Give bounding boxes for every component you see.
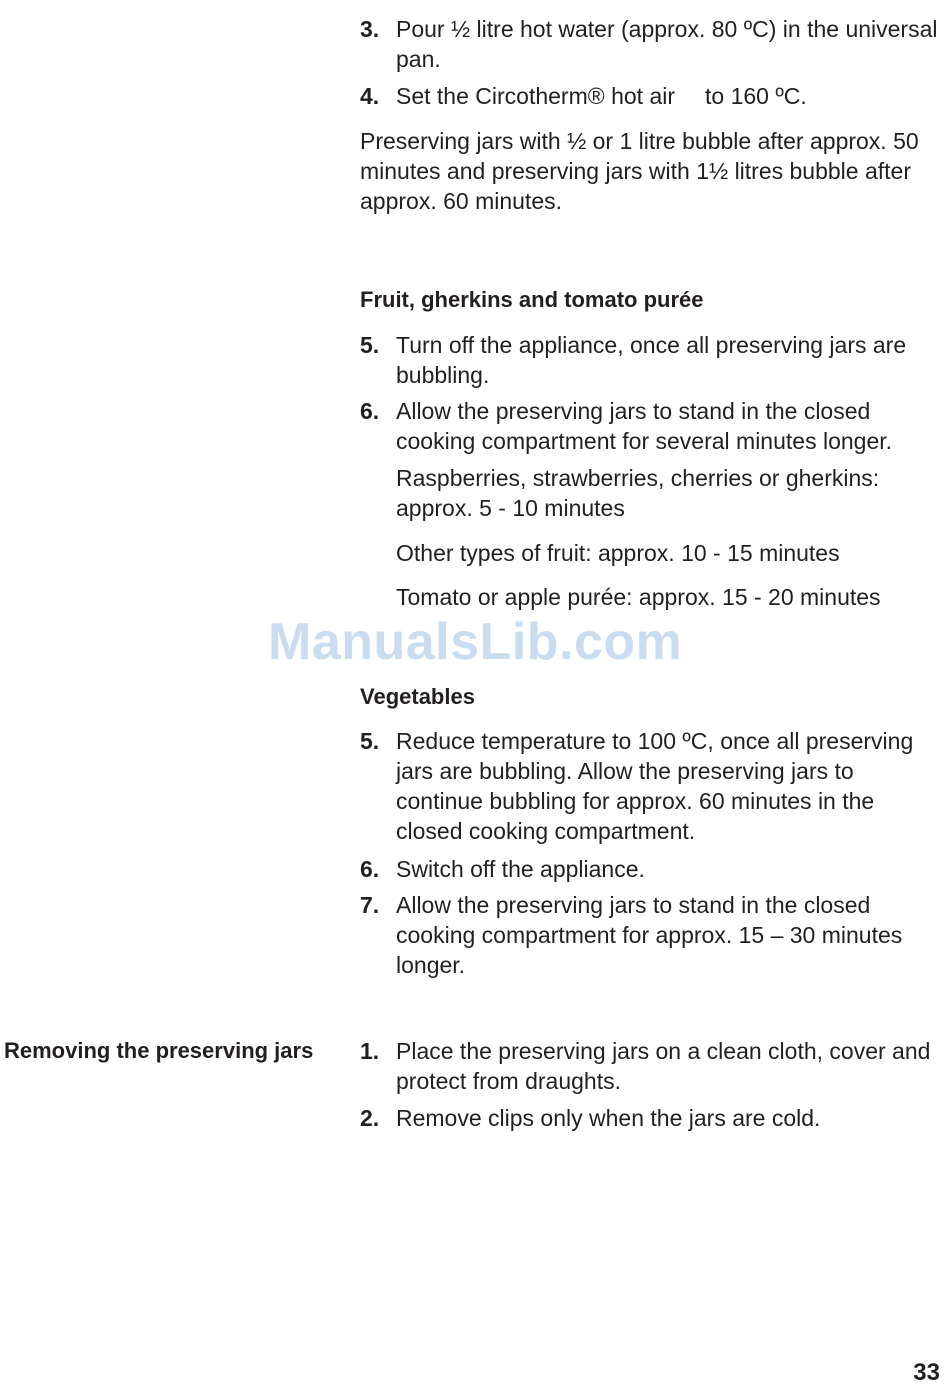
vegetables-step-5	[360, 726, 945, 846]
step-number: 6.	[360, 856, 380, 882]
step-number: 5.	[360, 728, 380, 754]
vegetables-step-6	[360, 854, 945, 884]
watermark: ManualsLib.com	[268, 613, 683, 671]
bubble-note: Preserving jars with ½ or 1 litre bubble after approx. 50 minutes and preserving jars with 1½ litres bubble after approx. 60 minutes.	[360, 128, 919, 214]
step-text: Reduce temperature to 100 ºC, once all preserving jars are bubbling. Allow the preserving jars to continue bubbling for approx. 60 minutes in the closed cooking compartment.	[396, 728, 914, 844]
fruit-section-heading: Fruit, gherkins and tomato purée	[360, 287, 704, 312]
fruit-step-5	[360, 330, 945, 390]
removing-section-heading: Removing the preserving jars	[4, 1038, 314, 1063]
step-text: Allow the preserving jars to stand in the closed cooking compartment for approx. 15 – 30 minutes longer.	[396, 892, 903, 978]
vegetables-step-7	[360, 890, 945, 980]
step-text: Allow the preserving jars to stand in the closed cooking compartment for several minutes longer.	[396, 398, 893, 454]
step-text: Pour ½ litre hot water (approx. 80 ºC) in the universal pan.	[396, 16, 938, 72]
step-number: 4.	[360, 83, 380, 109]
step-number: 7.	[360, 892, 380, 918]
fruit-note-berries: Raspberries, strawberries, cherries or gherkins: approx. 5 - 10 minutes	[396, 465, 880, 521]
step-3-pour-water	[360, 14, 945, 74]
step-4-set-circotherm	[360, 81, 945, 111]
removing-step-2	[360, 1103, 945, 1133]
step-text: Remove clips only when the jars are cold.	[396, 1105, 821, 1131]
step-number: 6.	[360, 398, 380, 424]
vegetables-section-heading: Vegetables	[360, 684, 475, 709]
step-text: Turn off the appliance, once all preserving jars are bubbling.	[396, 332, 907, 388]
step-number: 3.	[360, 16, 380, 42]
step-text-after-symbol: to 160 ºC.	[705, 83, 807, 109]
removing-step-1	[360, 1036, 945, 1096]
fruit-note-other: Other types of fruit: approx. 10 - 15 minutes	[396, 540, 840, 566]
page-number: 33	[913, 1359, 940, 1386]
step-text: Switch off the appliance.	[396, 856, 645, 882]
step-text-before-symbol: Set the Circotherm® hot air	[396, 83, 675, 109]
step-number: 1.	[360, 1038, 380, 1064]
step-number: 5.	[360, 332, 380, 358]
step-number: 2.	[360, 1105, 380, 1131]
fruit-note-puree: Tomato or apple purée: approx. 15 - 20 minutes	[396, 584, 881, 610]
step-text: Place the preserving jars on a clean cloth, cover and protect from draughts.	[396, 1038, 931, 1094]
fruit-step-6	[360, 396, 945, 456]
